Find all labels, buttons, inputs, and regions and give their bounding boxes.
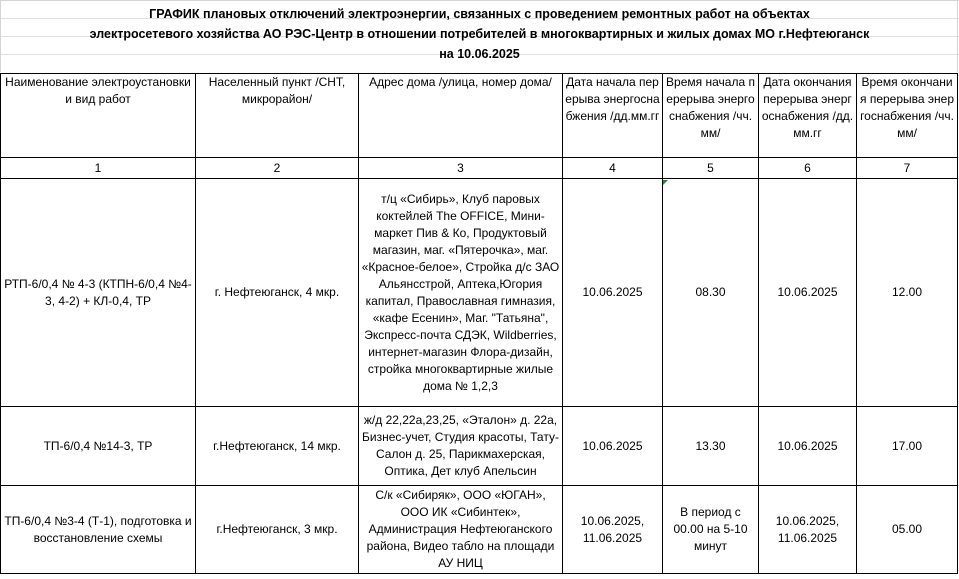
- table-row: [1, 486, 958, 574]
- end-time-cell: 12.00: [857, 179, 958, 407]
- address-cell: С/к «Сибиряк», ООО «ЮГАН», ООО ИК «Сибинтек», Администрация Нефтеюганского района, Видео табло на площади АУ НИЦ: [359, 486, 563, 574]
- start-time-cell: 08.30: [663, 179, 759, 407]
- address-cell: ж/д 22,22а,23,25, «Эталон» д. 22а, Бизнес-учет, Студия красоты, Тату-Салон д. 25, Парикмахерская, Оптика, Дет клуб Апельсин: [359, 407, 563, 486]
- header-installation: Наименование электроустановки и вид работ: [1, 74, 196, 158]
- table-row: [1, 179, 958, 407]
- end-date-cell: 10.06.2025: [759, 179, 857, 407]
- header-end-date: Дата окончания перерыва энергоснабжения /дд.мм.гг: [759, 74, 857, 158]
- title-line-1: ГРАФИК плановых отключений электроэнергии, связанных с проведением ремонтных работ на объектах: [149, 7, 810, 21]
- header-address: Адрес дома /улица, номер дома/: [359, 74, 563, 158]
- start-date-cell: 10.06.2025: [563, 179, 663, 407]
- title-line-3: на 10.06.2025: [439, 47, 520, 61]
- header-locality: Населенный пункт /СНТ, микрорайон/: [196, 74, 359, 158]
- address-cell: т/ц «Сибирь», Клуб паровых коктейлей The OFFICE, Мини-маркет Пив & Ко, Продуктовый магазин, маг. «Пятерочка», маг. «Красное-белое», Стройка д/с ЗАО Альянсстрой, Аптека,Югория капитал, Православная гимназия, «кафе Есенин», Маг. "Татьяна", Экспресс-почта СДЭК, Wildberries, интернет-магазин Флора-дизайн, стройка многоквартирные жилые дома № 1,2,3: [359, 179, 563, 407]
- locality-cell: г. Нефтеюганск, 4 мкр.: [196, 179, 359, 407]
- locality-cell: г.Нефтеюганск, 14 мкр.: [196, 407, 359, 486]
- col-number-1: 1: [1, 158, 196, 179]
- col-number-3: 3: [359, 158, 563, 179]
- col-number-6: 6: [759, 158, 857, 179]
- header-row: [1, 74, 958, 158]
- outage-schedule-table: [0, 73, 958, 574]
- start-date-cell: 10.06.2025, 11.06.2025: [563, 486, 663, 574]
- header-start-date: Дата начала перерыва энергоснабжения /дд.мм.гг: [563, 74, 663, 158]
- column-number-row: [1, 158, 958, 179]
- start-time-cell: 13.30: [663, 407, 759, 486]
- col-number-7: 7: [857, 158, 958, 179]
- start-time-cell: В период с 00.00 на 5-10 минут: [663, 486, 759, 574]
- title-line-2: электросетевого хозяйства АО РЭС-Центр в отношении потребителей в многоквартирных и жилых домах МО г.Нефтеюганск: [89, 27, 870, 41]
- end-date-cell: 10.06.2025: [759, 407, 857, 486]
- installation-cell: ТП-6/0,4 №14-3, ТР: [1, 407, 196, 486]
- header-start-time: Время начала перерыва энергоснабжения /чч.мм/: [663, 74, 759, 158]
- cell-comment-marker: [663, 180, 668, 185]
- end-date-cell: 10.06.2025, 11.06.2025: [759, 486, 857, 574]
- col-number-2: 2: [196, 158, 359, 179]
- end-time-cell: 05.00: [857, 486, 958, 574]
- header-end-time: Время окончания перерыва энергоснабжения /чч.мм/: [857, 74, 958, 158]
- schedule-title: [0, 0, 959, 72]
- installation-cell: ТП-6/0,4 №3-4 (Т-1), подготовка и восстановление схемы: [1, 486, 196, 574]
- start-date-cell: 10.06.2025: [563, 407, 663, 486]
- end-time-cell: 17.00: [857, 407, 958, 486]
- locality-cell: г.Нефтеюганск, 3 мкр.: [196, 486, 359, 574]
- col-number-5: 5: [663, 158, 759, 179]
- installation-cell: РТП-6/0,4 № 4-3 (КТПН-6/0,4 №4-3, 4-2) + КЛ-0,4, ТР: [1, 179, 196, 407]
- col-number-4: 4: [563, 158, 663, 179]
- table-row: [1, 407, 958, 486]
